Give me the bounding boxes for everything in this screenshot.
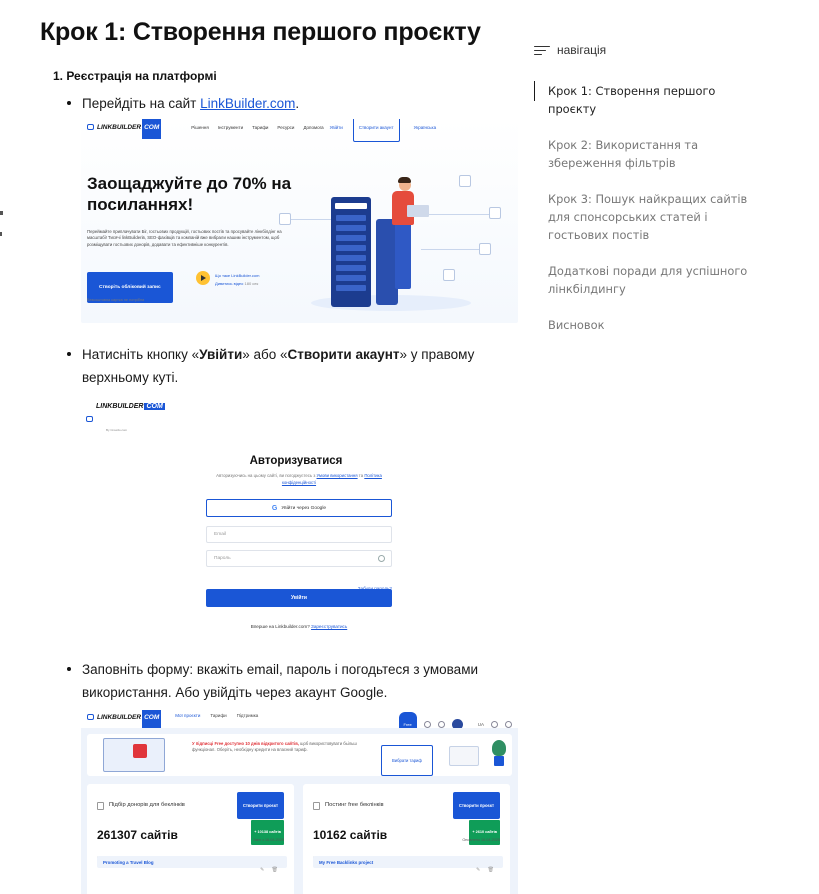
server-illustration (331, 197, 371, 307)
menu-icon (534, 45, 550, 55)
page-icon (313, 802, 320, 810)
illustration-wire (421, 214, 491, 215)
edit-delete-icons[interactable]: ✎ 🗑 (476, 867, 497, 873)
toc-item-conclusion[interactable]: Висновок (548, 318, 605, 332)
toc-list (534, 82, 759, 334)
project-row[interactable]: Promoting a Travel Blog ✎ 🗑 (97, 856, 287, 868)
illustration-node (443, 269, 455, 281)
eye-icon[interactable] (378, 555, 385, 562)
site-count: 10162 сайтів (313, 828, 388, 842)
site-count: 261307 сайтів (97, 828, 178, 842)
hero-description: Переймайте приплачувати Біг, гостьових продукцій, гостьових постів та просувайте лінкбілдінг на масштабі! Тисячі linkBuilderів, SEO-фахівців та компаній вже вибрали нашим інструментом, щоб розміщувати гостьових донорів, додавати та ефективніше конкурентів. (87, 229, 282, 247)
monitor-icon (449, 746, 479, 766)
server-slot (336, 255, 366, 261)
server-slot (336, 275, 366, 281)
theme-icon[interactable] (505, 721, 512, 728)
illustration-node (459, 175, 471, 187)
terms-link[interactable]: Умови використання (316, 473, 358, 478)
landing-screenshot (81, 119, 518, 323)
google-login-button[interactable]: G Увійти через Google (206, 499, 392, 517)
step-text: Натисніть кнопку «Увійти» або «Створити акаунт» у правому верхньому куті. (82, 347, 475, 385)
choose-plan-button[interactable]: Вибрати тариф (381, 745, 433, 776)
illustration-node (489, 207, 501, 219)
server-slot (336, 285, 366, 291)
create-project-button[interactable]: Створити проєкт (453, 792, 500, 819)
card-title: Підбір донорів для беклінків (97, 794, 185, 817)
terms-note: Авторизуючись на цьому сайті, ви погоджуєтесь з Умови використання та Політика конфіденційності (216, 473, 382, 485)
updated-date: Змін з 16.04.2025 (253, 838, 284, 842)
free-note: Безкоштовна картка не потрібна (87, 298, 145, 302)
dashboard-topbar (81, 710, 518, 727)
server-slot (336, 225, 366, 231)
illustration-wire (421, 249, 481, 250)
login-link[interactable]: Увійти (329, 124, 343, 130)
person-illustration (395, 223, 411, 289)
help-icon[interactable] (438, 721, 445, 728)
brand-logo: LINKBUILDER COM (87, 710, 161, 729)
project-row[interactable]: My Free Backlinks project ✎ 🗑 (313, 856, 503, 868)
lock-icon (133, 744, 147, 758)
language-select[interactable]: Українська (413, 124, 437, 130)
link-icon (86, 416, 93, 422)
card-title: Постинг free беклінків (313, 794, 384, 817)
server-slot (336, 245, 366, 251)
dashboard-screenshot (81, 710, 518, 894)
toc-item-step-1[interactable]: Крок 1: Створення першого проєкту (534, 82, 759, 118)
create-project-button[interactable]: Створити проєкт (237, 792, 284, 819)
free-backlinks-card (303, 784, 510, 894)
toc-item-tips[interactable]: Додаткові поради для успішного лінкбілдингу (548, 264, 748, 296)
page-title: Крок 1: Створення першого проєкту (40, 18, 481, 46)
steps-list (67, 92, 520, 894)
menu-item[interactable]: Допомога (303, 124, 324, 130)
brand-logo: LINKBUILDER COM (87, 119, 161, 139)
toc-item-step-2[interactable]: Крок 2: Використання та збереження фільтрів (548, 138, 699, 170)
hero-headline: Заощаджуйте до 70% на посиланнях! (87, 174, 292, 214)
list-item (67, 343, 520, 640)
menu-item[interactable]: Тарифи (252, 124, 269, 130)
article (40, 14, 520, 894)
video-link[interactable]: Що таке LinkBuilder.com Дивитись відео 180 сек (215, 273, 260, 286)
illustration-node (279, 213, 291, 225)
tab-support[interactable]: Підтримка (236, 713, 259, 718)
edge-marker (0, 232, 2, 236)
server-slot (336, 215, 366, 221)
language-switch[interactable]: UA (477, 722, 484, 727)
password-field[interactable]: Пароль (206, 550, 392, 567)
register-link[interactable]: Зареєструватись (311, 624, 348, 629)
login-submit-button[interactable]: Увійти (206, 589, 392, 607)
toc-item-step-3[interactable]: Крок 3: Пошук найкращих сайтів для спонсорських статей і гостьових постів (548, 192, 748, 242)
illustration-wire (291, 219, 331, 220)
dashboard-content (81, 728, 518, 894)
server-slot (336, 235, 366, 241)
play-icon[interactable] (196, 271, 210, 285)
growth-badge: + 2610 сайтів (469, 820, 500, 845)
google-icon: G (271, 504, 278, 512)
person-illustration (398, 177, 411, 183)
donor-search-card (87, 784, 294, 894)
server-label-plate (335, 203, 367, 209)
menu-item[interactable]: Інструменти (217, 124, 244, 130)
menu-item[interactable]: Рішення (191, 124, 209, 130)
page-icon (97, 802, 104, 810)
brand-logo: LINKBUILDER COM By Crowdo.com (86, 395, 165, 442)
table-of-contents (534, 40, 759, 352)
banner-text: У підписці Free доступно 10 днів відкритого сайтів, щоб використовувати бьільш функціонал. Оберіть, необхідну кредити на власний тариф. (192, 741, 357, 752)
signup-button[interactable]: Створіть обліковий запис (87, 272, 173, 303)
toc-label: навігація (557, 43, 607, 57)
laptop-icon (407, 205, 429, 217)
step-text: Заповніть форму: вкажіть email, пароль і погодьтеся з умовами використання. Або увійдіть через акаунт Google. (82, 662, 479, 700)
plant-icon (492, 740, 506, 766)
plan-badge[interactable]: Free (399, 712, 417, 737)
landing-nav (81, 119, 518, 135)
settings-icon[interactable] (491, 721, 498, 728)
growth-badge: + 10138 сайтів (251, 820, 284, 845)
link-icon (87, 124, 94, 130)
create-account-button[interactable]: Створити акаунт (353, 119, 400, 142)
list-item (67, 92, 520, 323)
dashboard-tabs (175, 710, 258, 730)
edge-marker (0, 211, 3, 215)
bell-icon[interactable] (424, 721, 431, 728)
link-icon (87, 714, 94, 720)
register-note: Вперше на Linkbuilder.com? Зареєструватись (250, 624, 348, 629)
tab-projects[interactable]: Мої проєкти (175, 710, 200, 730)
login-title: Авторизуватися (249, 455, 343, 467)
upgrade-banner (87, 734, 512, 776)
section-heading: 1. Реєстрація на платформі (53, 69, 217, 83)
illustration-node (479, 243, 491, 255)
updated-date: Оновлено 16.04.2025 (462, 838, 500, 842)
list-item (67, 658, 520, 894)
step-text: Перейдіть на сайт LinkBuilder.com. (82, 96, 300, 111)
server-slot (336, 265, 366, 271)
toc-header[interactable] (534, 40, 759, 60)
linkbuilder-link[interactable]: LinkBuilder.com (200, 96, 296, 111)
tab-pricing[interactable]: Тарифи (210, 713, 227, 718)
edit-delete-icons[interactable]: ✎ 🗑 (260, 867, 281, 873)
privacy-link[interactable]: Політика конфіденційності (281, 473, 382, 485)
login-screenshot (86, 395, 506, 640)
email-field[interactable]: Email (206, 526, 392, 543)
menu-item[interactable]: Ресурси (277, 124, 295, 130)
landing-menu (191, 119, 323, 139)
